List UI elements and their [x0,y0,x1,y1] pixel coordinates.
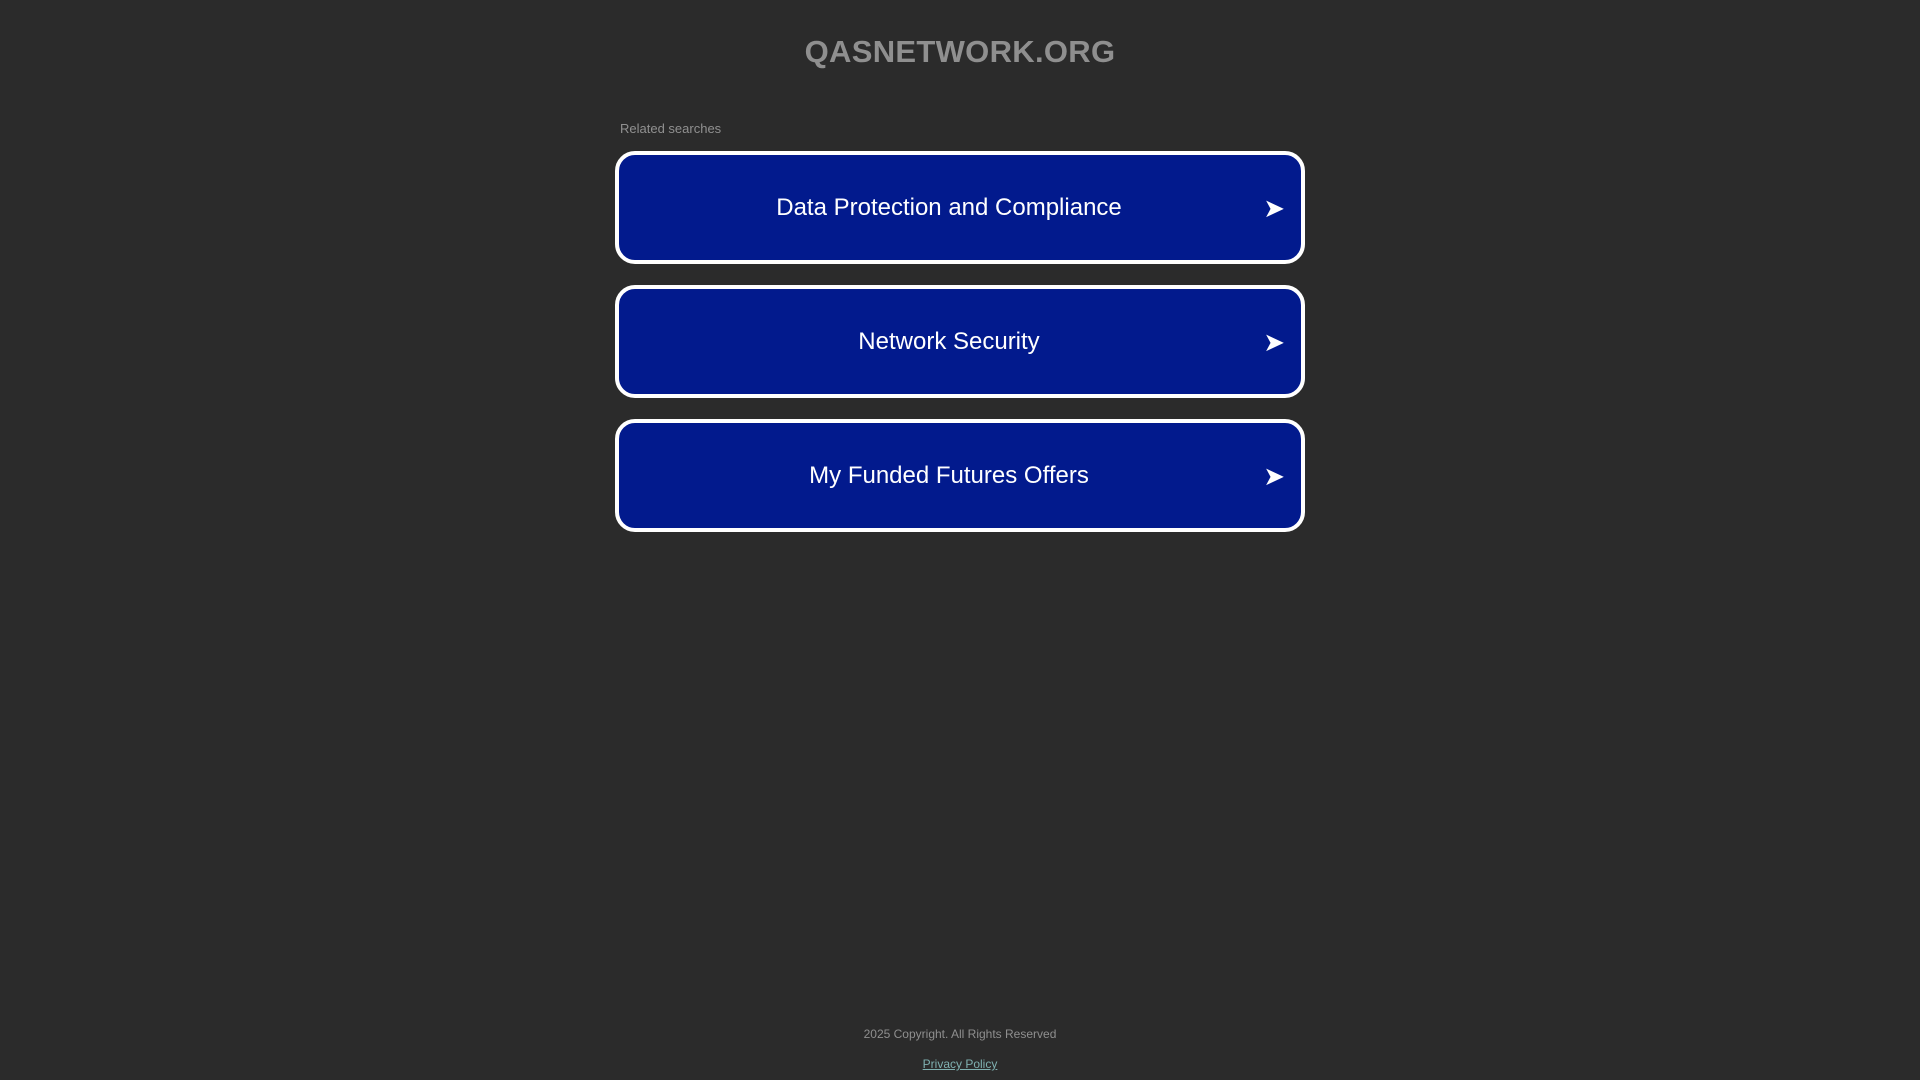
related-search-funded-futures-button[interactable] [615,419,1305,532]
related-search-data-protection-button[interactable] [615,151,1305,264]
arrow-right-icon: ➤ [1263,192,1285,223]
related-search-label: Network Security [858,327,1040,355]
arrow-right-icon: ➤ [1263,460,1285,491]
arrow-right-icon: ➤ [1263,326,1285,357]
copyright-text: 2025 Copyright. All Rights Reserved [863,1027,1057,1041]
related-search-label: Data Protection and Compliance [776,193,1122,221]
related-search-label: My Funded Futures Offers [809,461,1089,489]
related-searches-list [615,151,1305,553]
privacy-policy-link[interactable]: Privacy Policy [922,1057,998,1071]
related-searches-label: Related searches [620,121,722,136]
site-title: QASNETWORK.ORG [804,34,1116,69]
related-search-network-security-button[interactable] [615,285,1305,398]
footer [0,1027,1920,1073]
